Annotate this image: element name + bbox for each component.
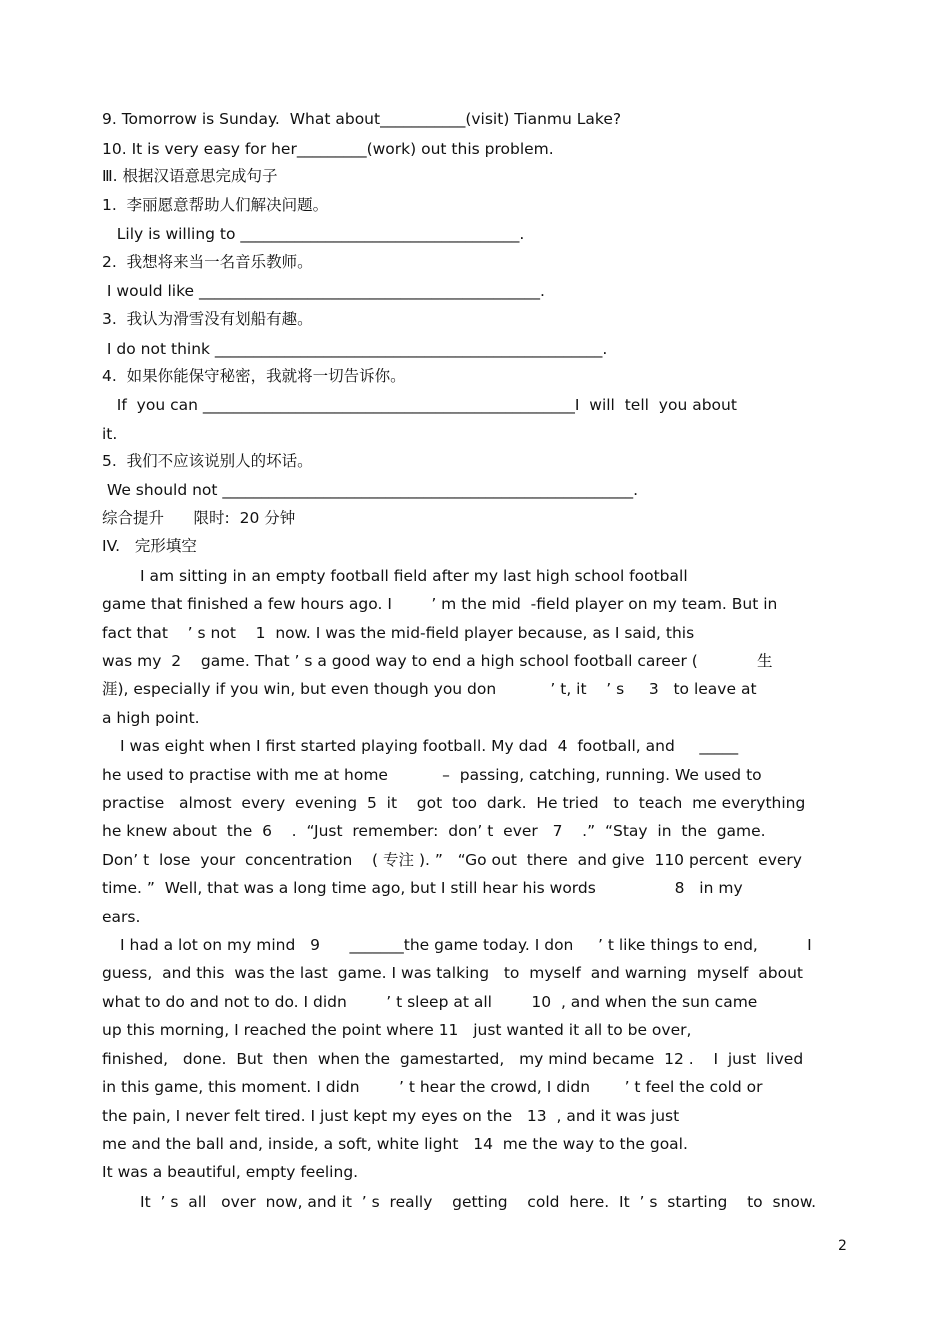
item-4-chinese: 4. 如果你能保守秘密，我就将一切告诉你。: [102, 367, 406, 385]
passage-line: was my 2 game. That ’ s a good way to end a high school football career ( 生: [102, 652, 773, 670]
passage-line: I am sitting in an empty football field after my last high school football: [140, 567, 688, 585]
passage-line: up this morning, I reached the point where 11 just wanted it all to be over,: [102, 1021, 692, 1039]
passage-line: me and the ball and, inside, a soft, white light 14 me the way to the goal.: [102, 1135, 688, 1153]
practice-header: 综合提升 限时: 20 分钟: [102, 509, 296, 527]
item-2-english: I would like ____________________________________________.: [102, 282, 545, 300]
passage-line: Don’ t lose your concentration ( 专注 ). ” “Go out there and give 110 percent every: [102, 851, 802, 869]
passage-line: in this game, this moment. I didn ’ t hear the crowd, I didn ’ t feel the cold or: [102, 1078, 763, 1096]
passage-line: I was eight when I first started playing football. My dad 4 football, and _____: [120, 737, 739, 755]
item-5-chinese: 5. 我们不应该说别人的坏话。: [102, 452, 313, 470]
item-5-english: We should not _____________________________________________________.: [102, 481, 639, 499]
passage-line: he knew about the 6 . “Just remember: don’ t ever 7 .” “Stay in the game.: [102, 822, 766, 840]
section-3-heading: Ⅲ. 根据汉语意思完成句子: [102, 167, 278, 185]
passage-line: 涯), especially if you win, but even though you don ’ t, it ’ s 3 to leave at: [102, 680, 757, 698]
section-4-heading: IV. 完形填空: [102, 537, 197, 555]
page-number: 2: [838, 1238, 847, 1254]
passage-line: he used to practise with me at home – passing, catching, running. We used to: [102, 766, 762, 784]
passage-line: time. ” Well, that was a long time ago, but I still hear his words 8 in my: [102, 879, 743, 897]
item-4-english: If you can ________________________________________________I will tell you about: [102, 396, 737, 414]
passage-line: fact that ’ s not 1 now. I was the mid-field player because, as I said, this: [102, 624, 695, 642]
passage-line: what to do and not to do. I didn ’ t sleep at all 10 , and when the sun came: [102, 993, 758, 1011]
item-2-chinese: 2. 我想将来当一名音乐教师。: [102, 253, 313, 271]
item-1-chinese: 1. 李丽愿意帮助人们解决问题。: [102, 196, 329, 214]
item-3-english: I do not think __________________________________________________.: [102, 340, 608, 358]
passage-line: ears.: [102, 908, 141, 926]
passage-line: the pain, I never felt tired. I just kept my eyes on the 13 , and it was just: [102, 1107, 680, 1125]
passage-line: guess, and this was the last game. I was talking to myself and warning myself about: [102, 964, 803, 982]
question-10: 10. It is very easy for her_________(work) out this problem.: [102, 140, 554, 158]
passage-line: a high point.: [102, 709, 200, 727]
item-4-english-cont: it.: [102, 425, 118, 443]
passage-line: game that finished a few hours ago. I ’ m the mid -field player on my team. But in: [102, 595, 778, 613]
passage-line: It ’ s all over now, and it ’ s really getting cold here. It ’ s starting to snow.: [140, 1193, 817, 1211]
passage-line: finished, done. But then when the gamestarted, my mind became 12 . I just lived: [102, 1050, 804, 1068]
item-1-english: Lily is willing to ____________________________________.: [102, 225, 525, 243]
question-9: 9. Tomorrow is Sunday. What about___________(visit) Tianmu Lake?: [102, 110, 622, 128]
passage-line: I had a lot on my mind 9 _______the game today. I don ’ t like things to end, I: [120, 936, 812, 954]
passage-line: It was a beautiful, empty feeling.: [102, 1163, 359, 1181]
passage-line: practise almost every evening 5 it got too dark. He tried to teach me everything: [102, 794, 806, 812]
item-3-chinese: 3. 我认为滑雪没有划船有趣。: [102, 310, 313, 328]
